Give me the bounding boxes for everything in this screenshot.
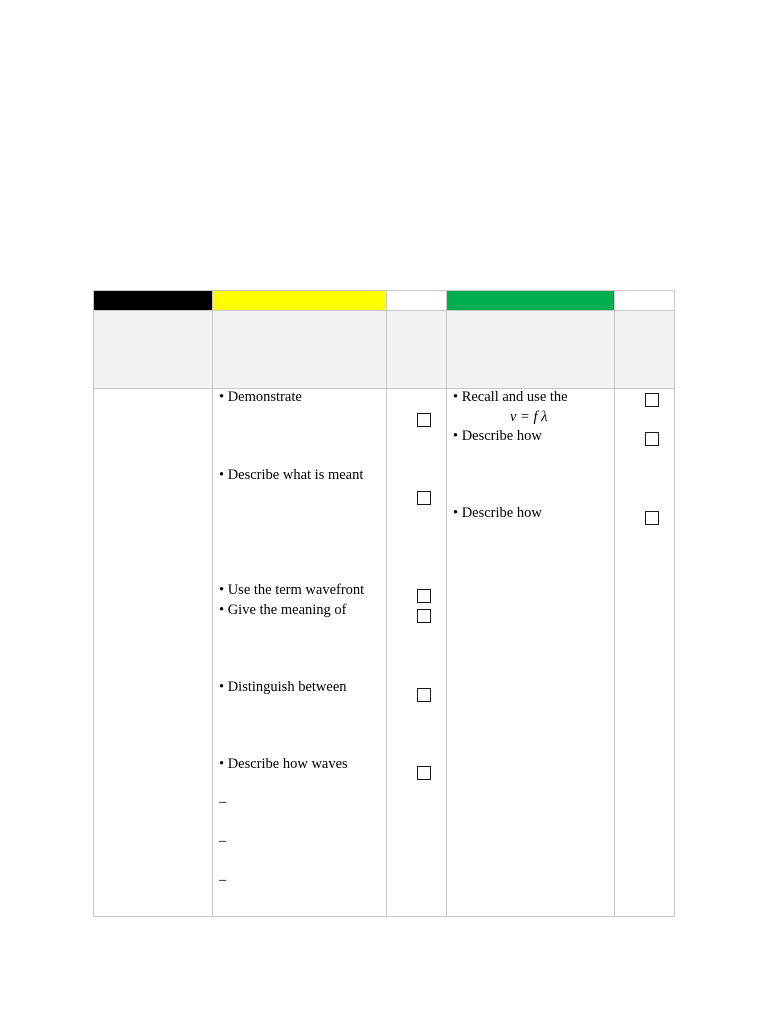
header-band-white-2 (615, 291, 674, 311)
checkbox[interactable] (645, 393, 659, 407)
list-item-describe-waves: • Describe how waves (219, 756, 348, 772)
header-band-yellow (213, 291, 387, 311)
column-divider (212, 291, 213, 916)
header-band-white (387, 291, 447, 311)
checklist-table (93, 290, 675, 917)
column-divider (446, 291, 447, 916)
list-subitem-dash: – (219, 872, 227, 888)
wave-equation: v = f λ (510, 409, 548, 425)
header-band-green (447, 291, 615, 311)
list-item-describe-how: • Describe how (453, 428, 542, 444)
checkbox[interactable] (417, 589, 431, 603)
header-band-black (94, 291, 213, 311)
list-item-describe-how-2: • Describe how (453, 505, 542, 521)
list-item-give-meaning: • Give the meaning of (219, 602, 347, 618)
column-divider (386, 291, 387, 916)
column-divider (614, 291, 615, 916)
checkbox[interactable] (417, 609, 431, 623)
list-subitem-dash: – (219, 794, 227, 810)
list-item-wavefront: • Use the term wavefront (219, 582, 365, 598)
list-item-distinguish: • Distinguish between (219, 679, 347, 695)
checkbox[interactable] (645, 432, 659, 446)
checkbox[interactable] (417, 413, 431, 427)
list-subitem-dash: – (219, 833, 227, 849)
checkbox[interactable] (417, 766, 431, 780)
list-item-recall-use: • Recall and use the (453, 389, 568, 405)
checkbox[interactable] (645, 511, 659, 525)
list-item-describe-meant: • Describe what is meant (219, 467, 364, 483)
checkbox[interactable] (417, 491, 431, 505)
header-row (94, 311, 674, 389)
checkbox[interactable] (417, 688, 431, 702)
list-item-demonstrate: • Demonstrate (219, 389, 302, 405)
